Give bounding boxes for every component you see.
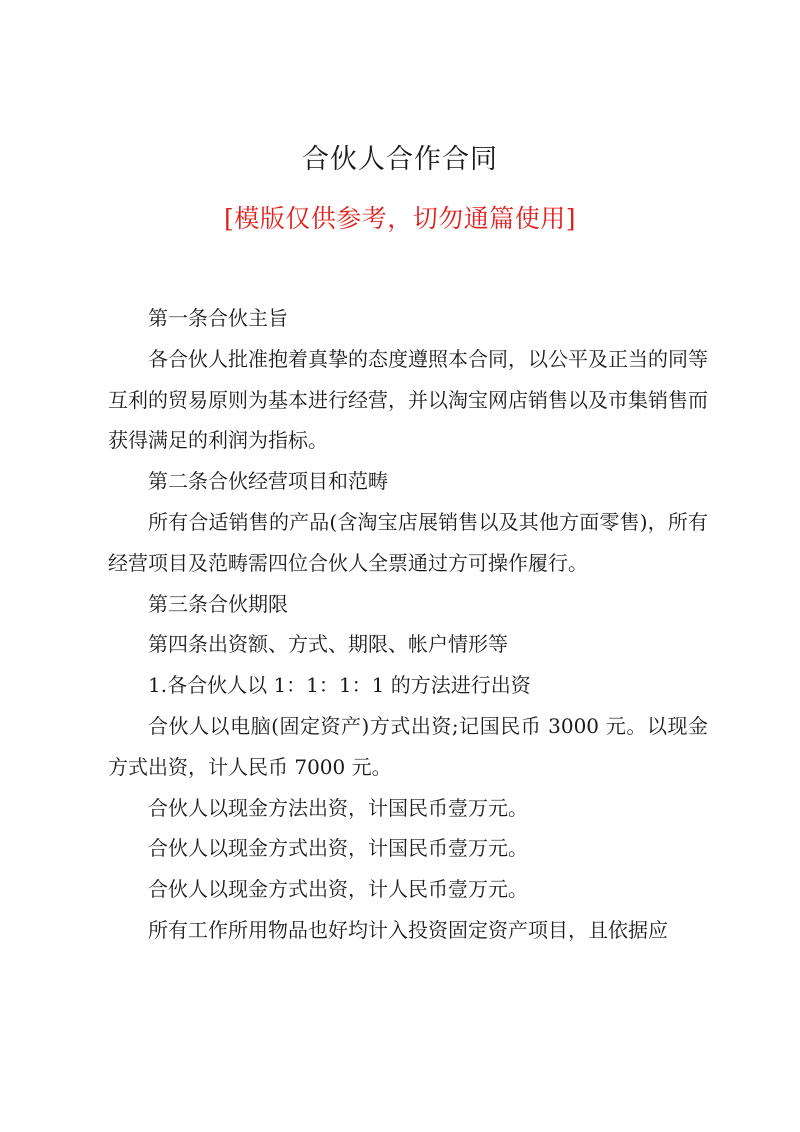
body-paragraph: 1.各合伙人以 1：1：1：1 的方法进行出资 — [148, 673, 531, 698]
body-paragraph: 所有工作所用物品也好均计入投资固定资产项目，且依据应 — [148, 917, 668, 942]
body-paragraph: 各合伙人批准抱着真挚的态度遵照本合同，以公平及正当的同等互利的贸易原则为基本进行经营，并以淘宝网店销售以及市集销售而获得满足的利润为指标。 — [108, 346, 708, 453]
document-title: 合伙人合作合同 — [302, 144, 498, 175]
article-heading: 第三条合伙期限 — [148, 591, 288, 616]
body-paragraph: 合伙人以电脑(固定资产)方式出资;记国民币 3000 元。以现金方式出资，计人民币 7000 元。 — [108, 713, 708, 779]
body-paragraph: 合伙人以现金方法出资，计国民币壹万元。 — [148, 795, 528, 820]
document-body — [108, 298, 708, 951]
body-paragraph: 合伙人以现金方式出资，计人民币壹万元。 — [148, 877, 528, 902]
body-paragraph: 所有合适销售的产品(含淘宝店展销售以及其他方面零售)，所有经营项目及范畴需四位合伙人全票通过方可操作履行。 — [108, 509, 708, 575]
template-notice: [模版仅供参考，切勿通篇使用] — [223, 204, 576, 233]
body-paragraph: 合伙人以现金方式出资，计国民币壹万元。 — [148, 836, 528, 861]
article-heading: 第一条合伙主旨 — [148, 306, 288, 330]
article-heading: 第二条合伙经营项目和范畴 — [148, 469, 388, 494]
article-heading: 第四条出资额、方式、期限、帐户情形等 — [148, 632, 508, 657]
